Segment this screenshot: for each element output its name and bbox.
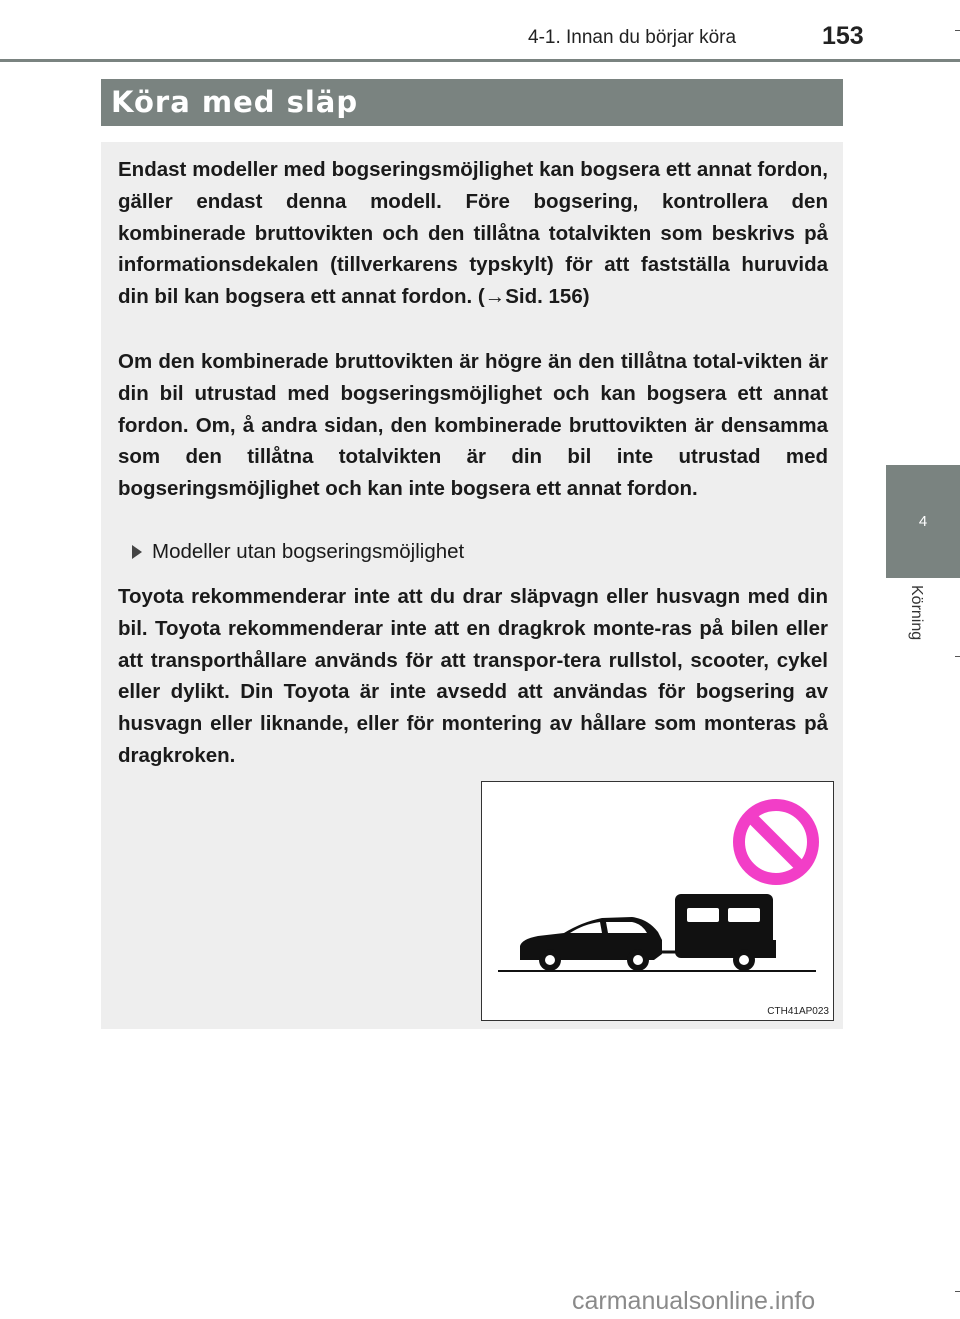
chapter-label: Körning <box>908 585 925 641</box>
paragraph-1 <box>118 154 828 313</box>
page-reference[interactable]: (→Sid. 156) <box>477 285 590 309</box>
crop-mark <box>955 1291 960 1292</box>
triangle-bullet-icon <box>132 545 142 559</box>
page-title: Köra med släp <box>111 85 359 119</box>
figure-car-with-trailer <box>481 781 834 1021</box>
content-box <box>101 142 843 1029</box>
chapter-number: 4 <box>918 513 928 530</box>
trailer-icon <box>652 894 776 971</box>
bullet-text: Modeller utan bogseringsmöjlighet <box>152 540 465 563</box>
watermark: carmanualsonline.info <box>572 1287 816 1315</box>
section-title-bar <box>101 79 843 126</box>
car-trailer-illustration <box>482 782 833 1020</box>
bullet-heading <box>132 540 464 564</box>
paragraph-3: Toyota rekommenderar inte att du drar släpvagn eller husvagn med din bil. Toyota rekommenderar inte att en dragkrok monte-ras på bilen eller att transporthållare används för att transpor-tera rullstol, scooter, cykel eller dylikt. Din Toyota är inte avsedd att användas för bogsering av husvagn eller liknande, eller för montering av hållare som monteras på dragkroken. <box>118 585 828 767</box>
arrow-icon: → <box>484 285 506 309</box>
header-rule <box>0 59 960 62</box>
crop-mark <box>955 30 960 31</box>
car-icon <box>520 917 662 971</box>
page-reference-label: Sid. 156 <box>505 285 583 309</box>
crop-mark <box>955 656 960 657</box>
chapter-tab[interactable] <box>886 465 960 578</box>
header-section-title: 4-1. Innan du börjar köra <box>528 27 737 48</box>
figure-code: CTH41AP023 <box>767 1006 829 1017</box>
paragraph-2: Om den kombinerade bruttovikten är högre än den tillåtna total-vikten är din bil utrustad med bogseringsmöjlighet och kan bogsera ett annat fordon. Om, å andra sidan, den kombinerade bruttovikten är densamma som den tillåtna totalvikten är din bil inte utrustad med bogseringsmöjlighet och kan inte bogsera ett annat fordon. <box>118 350 828 501</box>
prohibition-sign-icon <box>739 805 813 879</box>
paragraph-1-text: Endast modeller med bogseringsmöjlighet kan bogsera ett annat fordon, gäller endast denna modell. Före bogsering, kontrollera den kombinerade bruttovikten och den tillåtna totalvikten som beskrivs på informationsdekalen (tillverkarens typskylt) för att fastställa huruvida din bil kan bogsera ett annat fordon. <box>118 158 828 309</box>
page-number: 153 <box>822 22 864 50</box>
